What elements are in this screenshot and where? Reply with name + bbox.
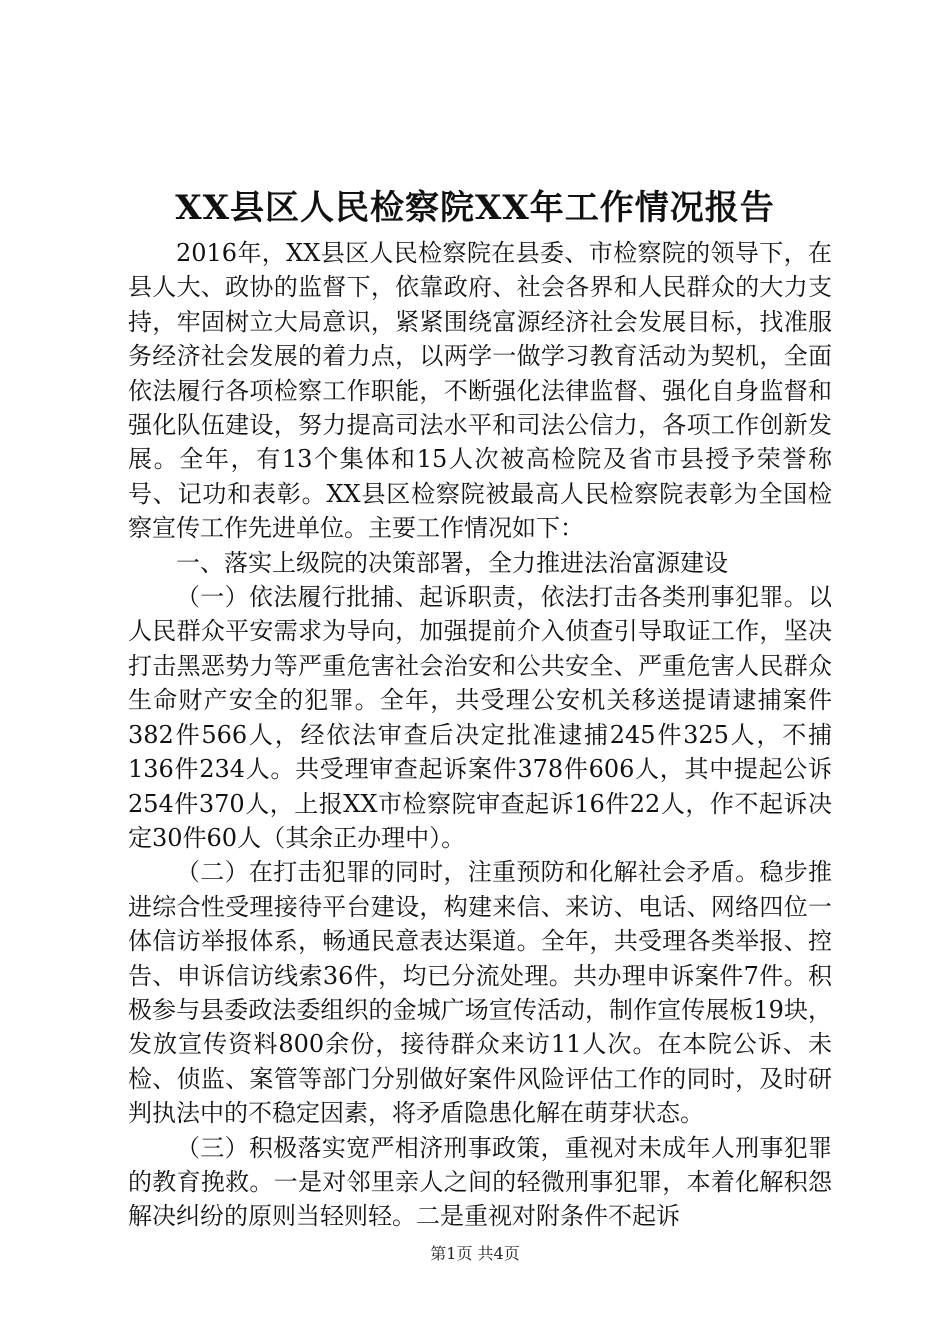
document-title: XX县区人民检察院XX年工作情况报告 (175, 188, 775, 228)
paragraph-item-2: （二）在打击犯罪的同时，注重预防和化解社会矛盾。稳步推进综合性受理接待平台建设，构建来信、来访、电话、网络四位一体信访举报体系，畅通民意表达渠道。全年，共受理各类举报、控告、申诉信访线索36件，均已分流处理。共办理申诉案件7件。积极参与县委政法委组织的金城广场宣传活动，制作宣传展板19块，发放宣传资料800余份，接待群众来访11人次。在本院公诉、未检、侦监、案管等部门分别做好案件风险评估工作的同时，及时研判执法中的不稳定因素，将矛盾隐患化解在萌芽状态。 (128, 858, 832, 1128)
paragraph-item-1: （一）依法履行批捕、起诉职责，依法打击各类刑事犯罪。以人民群众平安需求为导向，加强提前介入侦查引导取证工作，坚决打击黑恶势力等严重危害社会治安和公共安全、严重危害人民群众生命财产安全的犯罪。全年，共受理公安机关移送提请逮捕案件382件566人，经依法审查后决定批准逮捕245件325人，不捕136件234人。共受理审查起诉案件378件606人，其中提起公诉254件370人，上报XX市检察院审查起诉16件22人，作不起诉决定30件60人（其余正办理中）。 (128, 583, 832, 852)
section-heading-1: 一、落实上级院的决策部署，全力推进法治富源建设 (176, 548, 728, 577)
paragraph-item-3: （三）积极落实宽严相济刑事政策，重视对未成年人刑事犯罪的教育挽救。一是对邻里亲人之间的轻微刑事犯罪，本着化解积怨解决纠纷的原则当轻则轻。二是重视对附条件不起诉 (128, 1133, 832, 1231)
document-body (128, 236, 832, 1234)
page-footer (0, 1243, 950, 1265)
page-indicator: 第1页 共4页 (430, 1244, 520, 1263)
paragraph-intro: 2016年，XX县区人民检察院在县委、市检察院的领导下，在县人大、政协的监督下，依靠政府、社会各界和人民群众的大力支持，牢固树立大局意识，紧紧围绕富源经济社会发展目标，找准服务经济社会发展的着力点，以两学一做学习教育活动为契机，全面依法履行各项检察工作职能，不断强化法律监督、强化自身监督和强化队伍建设，努力提高司法水平和司法公信力，各项工作创新发展。全年，有13个集体和15人次被高检院及省市县授予荣誉称号、记功和表彰。XX县区检察院被最高人民检察院表彰为全国检察宣传工作先进单位。主要工作情况如下： (128, 239, 832, 543)
